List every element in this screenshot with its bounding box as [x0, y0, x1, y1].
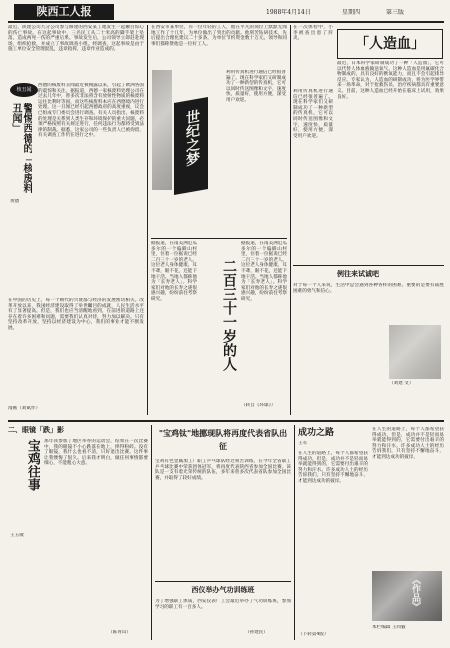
bottom-center-subbody: 为了增强职工体质，西安仪表厂工会最近举办了气功训练班，参加学习的职工有一百多人。 [155, 599, 291, 610]
right-mid-title: 例往来试诚吧 [337, 269, 379, 278]
bottom-left-section [8, 425, 148, 640]
col-divider-b2 [294, 425, 295, 640]
bottom-center-title: "宝鸡钛"地挪现队将再度代表省队出征 [158, 429, 288, 451]
col-divider-1 [147, 25, 148, 415]
bottom-center-subtitle: 西仪举办气功训练班 [191, 585, 255, 594]
right-sidebar-text: 在一次体检中，小李被查出患了肝炎。 [293, 25, 333, 42]
bottom-right-body-left: 在人生的道路上，每个人都希望获得成功。但是，成功并不是轻而易举就能得到的，它需要付出艰辛的努力和汗水。许多成功人士的经历告诉我们，只有坚持不懈地奋斗，才能到达成功的彼岸。 [298, 451, 368, 484]
bottom-right-body-right: 在人生的道路上，每个人都希望获得成功。但是，成功并不是轻而易举就能得到的，它需要付出艰辛的努力和汗水。许多成功人士的经历告诉我们，只有坚持不懈地奋斗，才能到达成功的彼岸。 [372, 427, 444, 460]
bottom-right-image [372, 571, 442, 621]
bottom-left-ending: （陈青山） [108, 630, 131, 635]
bottom-center-body: 宝鸡有色金属加工厂职工乒乓球队经过刻苦训练，在今年全省职工乒乓球比赛中荣获团体冠军，将再度代表陕西省参加全国比赛。该队是一支有着光荣传统的队伍，多年来曾多次代表省队参加全国比赛，并取得了较好成绩。 [155, 459, 291, 481]
center-side-text: 利用传真机进行通信已经很普遍了。现在科学家们又研制成功了一种新型的传真机，它可以同时传送图像和文字，速度快，质量好，使用方便，深受用户欢迎。 [226, 70, 286, 103]
bottom-right-inset: （下转第4版） [298, 632, 329, 637]
masthead-date: 1988年4月14日 [266, 9, 311, 16]
right-mid-col: 对于每一个人来说，生活中总会遇到各种各样的困难。重要的是要有战胜困难的勇气和信心。 [293, 283, 444, 294]
left-top-body: 西德的核废料丑闻最近被揭露以来，引起了欧洲各国的震惊和关注。据报道，西德一家核废料处理公司在过去几年中，曾多次非法将含有放射性物质的核废料运往比利时等国，而这些核废料本应在西德境内进行处理。这一丑闻已经引起西德政府的高度重视，议会已组成专门委员会进行调查。有关人员指出，核废料的处理是关系到人类生存和环境保护的重大问题，必须严格按照有关规定进行，任何违法行为都将受到法律的制裁。据悉，这家公司的一些负责人已被拘留，有关调查工作仍在进行之中。 [38, 83, 144, 139]
center-mid-body-left: 据报道，在南美洲厄瓜多尔的一个偏僻山村里，住着一位据说已经二百三十一岁的老人。这位老人身体健康，耳不聋，眼不花，还能下地干活。当地人都称他为「长寿老人」。科学家们对他的长寿之谜很感兴趣，纷纷前往考察研究。 [151, 241, 197, 302]
bottom-right-author: 王军 [298, 441, 308, 446]
vertical-banner [174, 97, 208, 195]
photo-caption: 漫画（刘斌作） [8, 406, 41, 411]
bottom-right-section [298, 425, 444, 640]
photo-area [8, 404, 144, 418]
illustration-art [152, 70, 172, 190]
bottom-center-end: （孙建民） [245, 630, 268, 635]
masthead-rule [8, 21, 444, 23]
col-divider-2 [290, 25, 291, 415]
image-overlay-text: 《作品》 [410, 575, 420, 611]
masthead-title: 陕西工人报 [14, 4, 114, 20]
bottom-left-body: 那年我参加了地区举办的运动会，结果在一次比赛中，我的眼镜不小心跌落在地上，摔得粉碎。没有了眼镜，我什么也看不清，只好退出比赛。这件事让我懊悔了很久。后来我才明白，做任何事情都要细心，不能粗心大意。 [44, 439, 148, 467]
small-logo-badge: 核丑闻 [10, 83, 38, 97]
right-caption: （刘建 文） [389, 381, 414, 386]
bottom-right-caption: 本栏编辑 王同毅 [372, 625, 406, 630]
center-mid-rule [151, 238, 287, 239]
left-headline: 警惕西德的「核废料丑闻」 [10, 103, 32, 193]
masthead-page: 第三版 [386, 9, 405, 16]
bottom-left-author: 王玉敬 [10, 533, 24, 538]
bottom-center-rule [155, 581, 291, 582]
left-column-body: 在中国的历史上，每一个朝代的兴衰都与经济的发展密切相关。改革开放以来，我国经济建设取得了举世瞩目的成就，人民生活水平有了显著提高。但是，我们也应当清醒地看到，在前进的道路上还存在着许多困难和问题，需要我们认真对待，努力加以解决。只有坚持改革开放，坚持以经济建设为中心，我们的事业才能不断发展。 [8, 298, 144, 331]
masthead-weekday: 星期四 [342, 9, 361, 16]
right-mid-rule [293, 265, 444, 266]
col-divider-b1 [151, 425, 152, 640]
bottom-center-section [155, 425, 291, 640]
section-title: 「人造血」 [355, 36, 425, 52]
left-top-byline: 黄德 [10, 199, 20, 204]
center-mid-caption: （转自《环球》） [241, 403, 276, 408]
section-title-box [337, 29, 443, 59]
bottom-right-title: 成功之路 [298, 428, 335, 438]
right-cartoon [389, 325, 441, 379]
right-top-section [293, 25, 444, 415]
right-col-text: 利用传真机进行通信已经很普遍了。现在科学家们又研制成功了一种新型的传真机，它可以同时传送图像和文字，速度快，质量好，使用方便，深受用户欢迎。 [293, 89, 333, 139]
center-mid-story [151, 241, 287, 415]
bottom-left-title: 二、眼镜「跌」影 [8, 425, 64, 434]
center-illustration [152, 70, 222, 235]
left-top-section [8, 25, 144, 325]
section-body: 最近，日本科学家研制成功了一种「人造血」，它可以代替人体血液输送氧气。这种人造血是用氟碳化合物制成的，具有良好的携氧能力，而且不会引起排异反应。专家认为，人造血的研制成功，将为医学界带来一场革命，对于抢救伤员、治疗疾病都具有重要意义。目前，这种人造血已经开始在临床上试用，效果良好。 [337, 61, 444, 100]
banner-text: 世纪之梦 [184, 108, 200, 168]
bottom-left-subtitle: 宝鸡往事 [25, 439, 40, 491]
center-top-body: 在西安市某单位，有一位年轻的工人，他在平凡的岗位上默默无闻地工作了十几年，为单位做出了突出的贡献。他刻苦钻研技术，先后提出合理化建议二十多条，为单位节约资金数十万元。领导和同事们都称赞他是一位好工人。 [151, 25, 287, 47]
center-mid-body-right: 据报道，在南美洲厄瓜多尔的一个偏僻山村里，住着一位据说已经二百三十一岁的老人。这位老人身体健康，耳不聋，眼不花，还能下地干活。当地人都称他为「长寿老人」。科学家们对他的长寿之谜很感兴趣，纷纷前往考察研究。 [241, 241, 287, 302]
masthead [8, 4, 444, 20]
main-divider [8, 420, 444, 422]
center-mid-title: 二百三十一岁的人 [221, 259, 237, 371]
left-top-intro: 最近，陕建公司九分公司参与修建的西安某工地发生一起触目惊心的伤亡事故。在这起事故中，三名民工从二十米高的脚手架上坠落，造成两死一伤的严重后果。事故发生后，公司领导立即赶赴现场，组织抢救，并成立了事故调查小组。经调查，这起事故是由于施工单位安全管理混乱，违章指挥，违章作业造成的。 [8, 25, 144, 53]
